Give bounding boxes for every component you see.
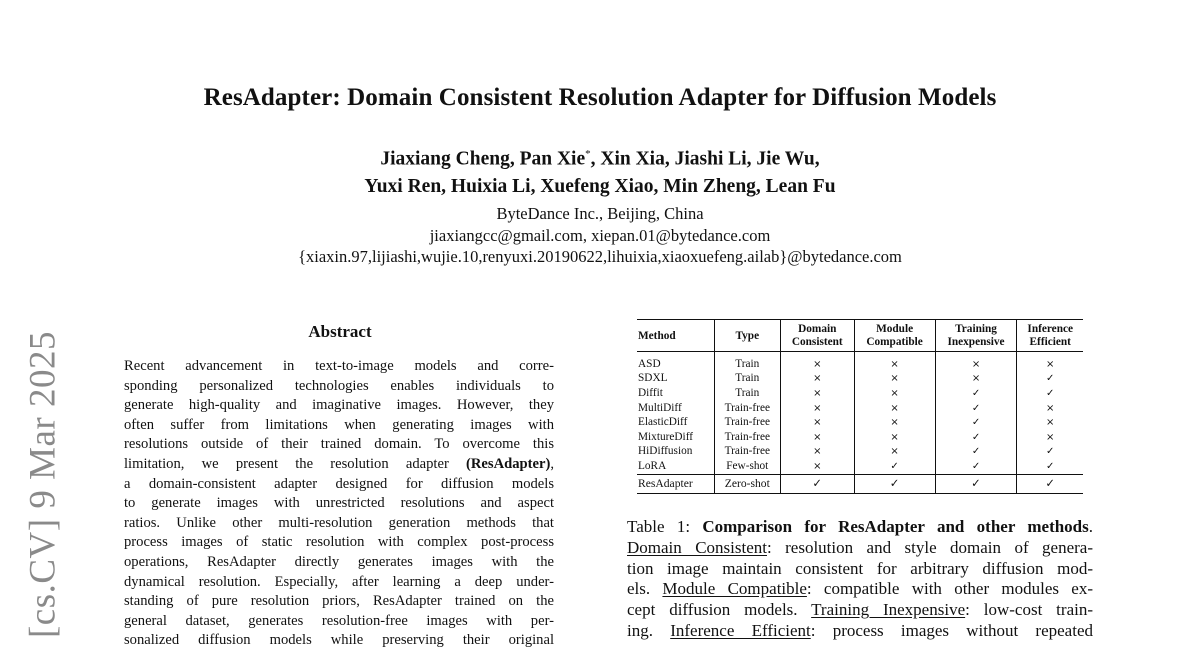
table-row [637, 415, 1083, 430]
table-cell: × [780, 352, 854, 372]
table-cell: ✓ [854, 474, 935, 493]
table-cell: × [1046, 431, 1055, 443]
header-domain-consistent: Domain Consistent [780, 320, 854, 352]
abstract-heading: Abstract [308, 322, 372, 341]
table-cell: Diffit [637, 386, 714, 401]
table-cell: ✓ [935, 445, 1017, 460]
table-cell: ✓ [935, 430, 1017, 445]
table-cell: × [854, 430, 935, 445]
table-cell: MultiDiff [637, 401, 714, 416]
author-list [0, 141, 1200, 200]
table-cell: Train [714, 352, 780, 372]
table-cell: × [1046, 358, 1055, 370]
header-training-inexpensive: Training Inexpensive [935, 320, 1017, 352]
table-row [637, 352, 1083, 372]
caption-line: els. Module Compatible: compatible with other modules ex- [627, 579, 1093, 599]
arxiv-margin-stamp: [cs.CV] 9 Mar 2025 [22, 331, 64, 639]
table-cell: × [780, 445, 854, 460]
table-cell: Train [714, 372, 780, 387]
author-line-1: Jiaxiang Cheng, Pan Xie*, Xin Xia, Jiashi Li, Jie Wu, [380, 148, 820, 170]
table-cell: Zero-shot [714, 474, 780, 493]
header-type: Type [714, 320, 780, 352]
caption-line: cept diffusion models. Training Inexpensive: low-cost train- [627, 600, 1093, 620]
abstract-line: a domain-consistent adapter designed for diffusion models [124, 475, 554, 492]
table-cell: ✓ [1046, 373, 1055, 385]
abstract-body [124, 357, 554, 651]
table-cell: HiDiffusion [637, 445, 714, 460]
table-cell: ResAdapter [637, 474, 714, 493]
table-cell: × [935, 372, 1017, 387]
table-cell: Train-free [714, 445, 780, 460]
table-cell: × [935, 352, 1017, 372]
caption-line: tion image maintain consistent for arbitrary diffusion mod- [627, 558, 1093, 578]
table-cell: ✓ [1046, 387, 1055, 399]
table-cell: ✓ [1046, 446, 1055, 458]
table-cell: ✓ [935, 415, 1017, 430]
caption-line: Domain Consistent: resolution and style domain of genera- [627, 537, 1093, 557]
affiliation: ByteDance Inc., Beijing, China [496, 204, 704, 223]
abstract-line: process images of static resolution with complex post-process [124, 534, 554, 551]
abstract-line: often suffer from limitations when generating images with [124, 416, 554, 433]
table-cell: ✓ [780, 474, 854, 493]
table-cell: ✓ [935, 474, 1017, 493]
abstract-line: generate high-quality and imaginative images. However, they [124, 397, 554, 414]
author-line-2: Yuxi Ren, Huixia Li, Xuefeng Xiao, Min Zheng, Lean Fu [364, 175, 836, 197]
table-cell: × [854, 352, 935, 372]
table-row [637, 401, 1083, 416]
table-cell: ASD [637, 352, 714, 372]
table-cell: LoRA [637, 459, 714, 474]
table-row [637, 459, 1083, 474]
paper-title: ResAdapter: Domain Consistent Resolution Adapter for Diffusion Models [203, 84, 997, 111]
header-method: Method [637, 320, 714, 352]
table-cell: ✓ [935, 386, 1017, 401]
table-cell: ElasticDiff [637, 415, 714, 430]
abstract-line: general dataset, generates resolution-free images with per- [124, 612, 554, 629]
caption-term: Training Inexpensive [811, 600, 966, 620]
header-inference-efficient: Inference Efficient [1017, 320, 1083, 352]
table-cell: × [854, 415, 935, 430]
corresponding-author-mark: * [585, 148, 591, 160]
table-cell: SDXL [637, 372, 714, 387]
caption-term: Module Compatible [662, 579, 807, 599]
header-module-compatible: Module Compatible [854, 320, 935, 352]
table-cell: Few-shot [714, 459, 780, 474]
abstract-line: limitation, we present the resolution adapter (ResAdapter), [124, 455, 554, 472]
caption-bold-title: Comparison for ResAdapter and other methods [702, 517, 1089, 536]
table-cell: ✓ [935, 459, 1017, 474]
table-row-resadapter [637, 474, 1083, 493]
table-cell: ✓ [1017, 474, 1083, 493]
abstract-bold-term: (ResAdapter) [466, 455, 551, 472]
table-cell: Train-free [714, 430, 780, 445]
abstract-line: standing of pure resolution priors, ResAdapter trained on the [124, 593, 554, 610]
table-cell: × [780, 372, 854, 387]
email-line-1: jiaxiangcc@gmail.com, xiepan.01@bytedance.com [429, 225, 771, 245]
table-cell: MixtureDiff [637, 430, 714, 445]
table-cell: ✓ [854, 459, 935, 474]
table-body [637, 352, 1083, 475]
caption-term: Inference Efficient [670, 620, 811, 640]
table-cell: × [780, 401, 854, 416]
email-line-2: {xiaxin.97,lijiashi,wujie.10,renyuxi.20190622,lihuixia,xiaoxuefeng.ailab}@bytedance.com [298, 247, 902, 266]
comparison-table [637, 319, 1083, 494]
table-cell: ✓ [935, 401, 1017, 416]
table-cell: × [854, 401, 935, 416]
table-cell: Train-free [714, 401, 780, 416]
table-cell: × [780, 415, 854, 430]
table-cell: × [1046, 402, 1055, 414]
table-row [637, 386, 1083, 401]
table-cell: × [854, 372, 935, 387]
table-cell: × [780, 386, 854, 401]
abstract-line: operations, ResAdapter directly generates images with the [124, 553, 554, 570]
table-header [637, 320, 1083, 352]
caption-term: Domain Consistent [627, 537, 767, 557]
table-cell: × [780, 430, 854, 445]
table-cell: × [854, 445, 935, 460]
table-cell: ✓ [1046, 460, 1055, 472]
table-caption [627, 517, 1093, 642]
table-row [637, 372, 1083, 387]
abstract-line: to generate images with unrestricted resolutions and aspect [124, 495, 554, 512]
abstract-line: dynamical resolution. Especially, after learning a deep under- [124, 573, 554, 590]
table-row [637, 445, 1083, 460]
table-final-row-group [637, 474, 1083, 493]
caption-line: Table 1: Comparison for ResAdapter and other methods. [627, 517, 1094, 536]
abstract-line: sponding personalized technologies enables individuals to [124, 377, 554, 394]
abstract-line: sonalized diffusion models while preserving their original [124, 632, 554, 649]
caption-line: ing. Inference Efficient: process images without repeated [627, 620, 1093, 640]
abstract-line: ratios. Unlike other multi-resolution generation methods that [124, 514, 554, 531]
table-cell: Train [714, 386, 780, 401]
table-cell: Train-free [714, 415, 780, 430]
table-cell: × [1046, 417, 1055, 429]
table-row [637, 430, 1083, 445]
abstract-line: Recent advancement in text-to-image models and corre- [124, 358, 554, 374]
abstract-line: resolutions outside of their trained domain. To overcome this [124, 436, 554, 453]
table-cell: × [780, 459, 854, 474]
table-cell: × [854, 386, 935, 401]
affiliation-block [0, 203, 1200, 268]
